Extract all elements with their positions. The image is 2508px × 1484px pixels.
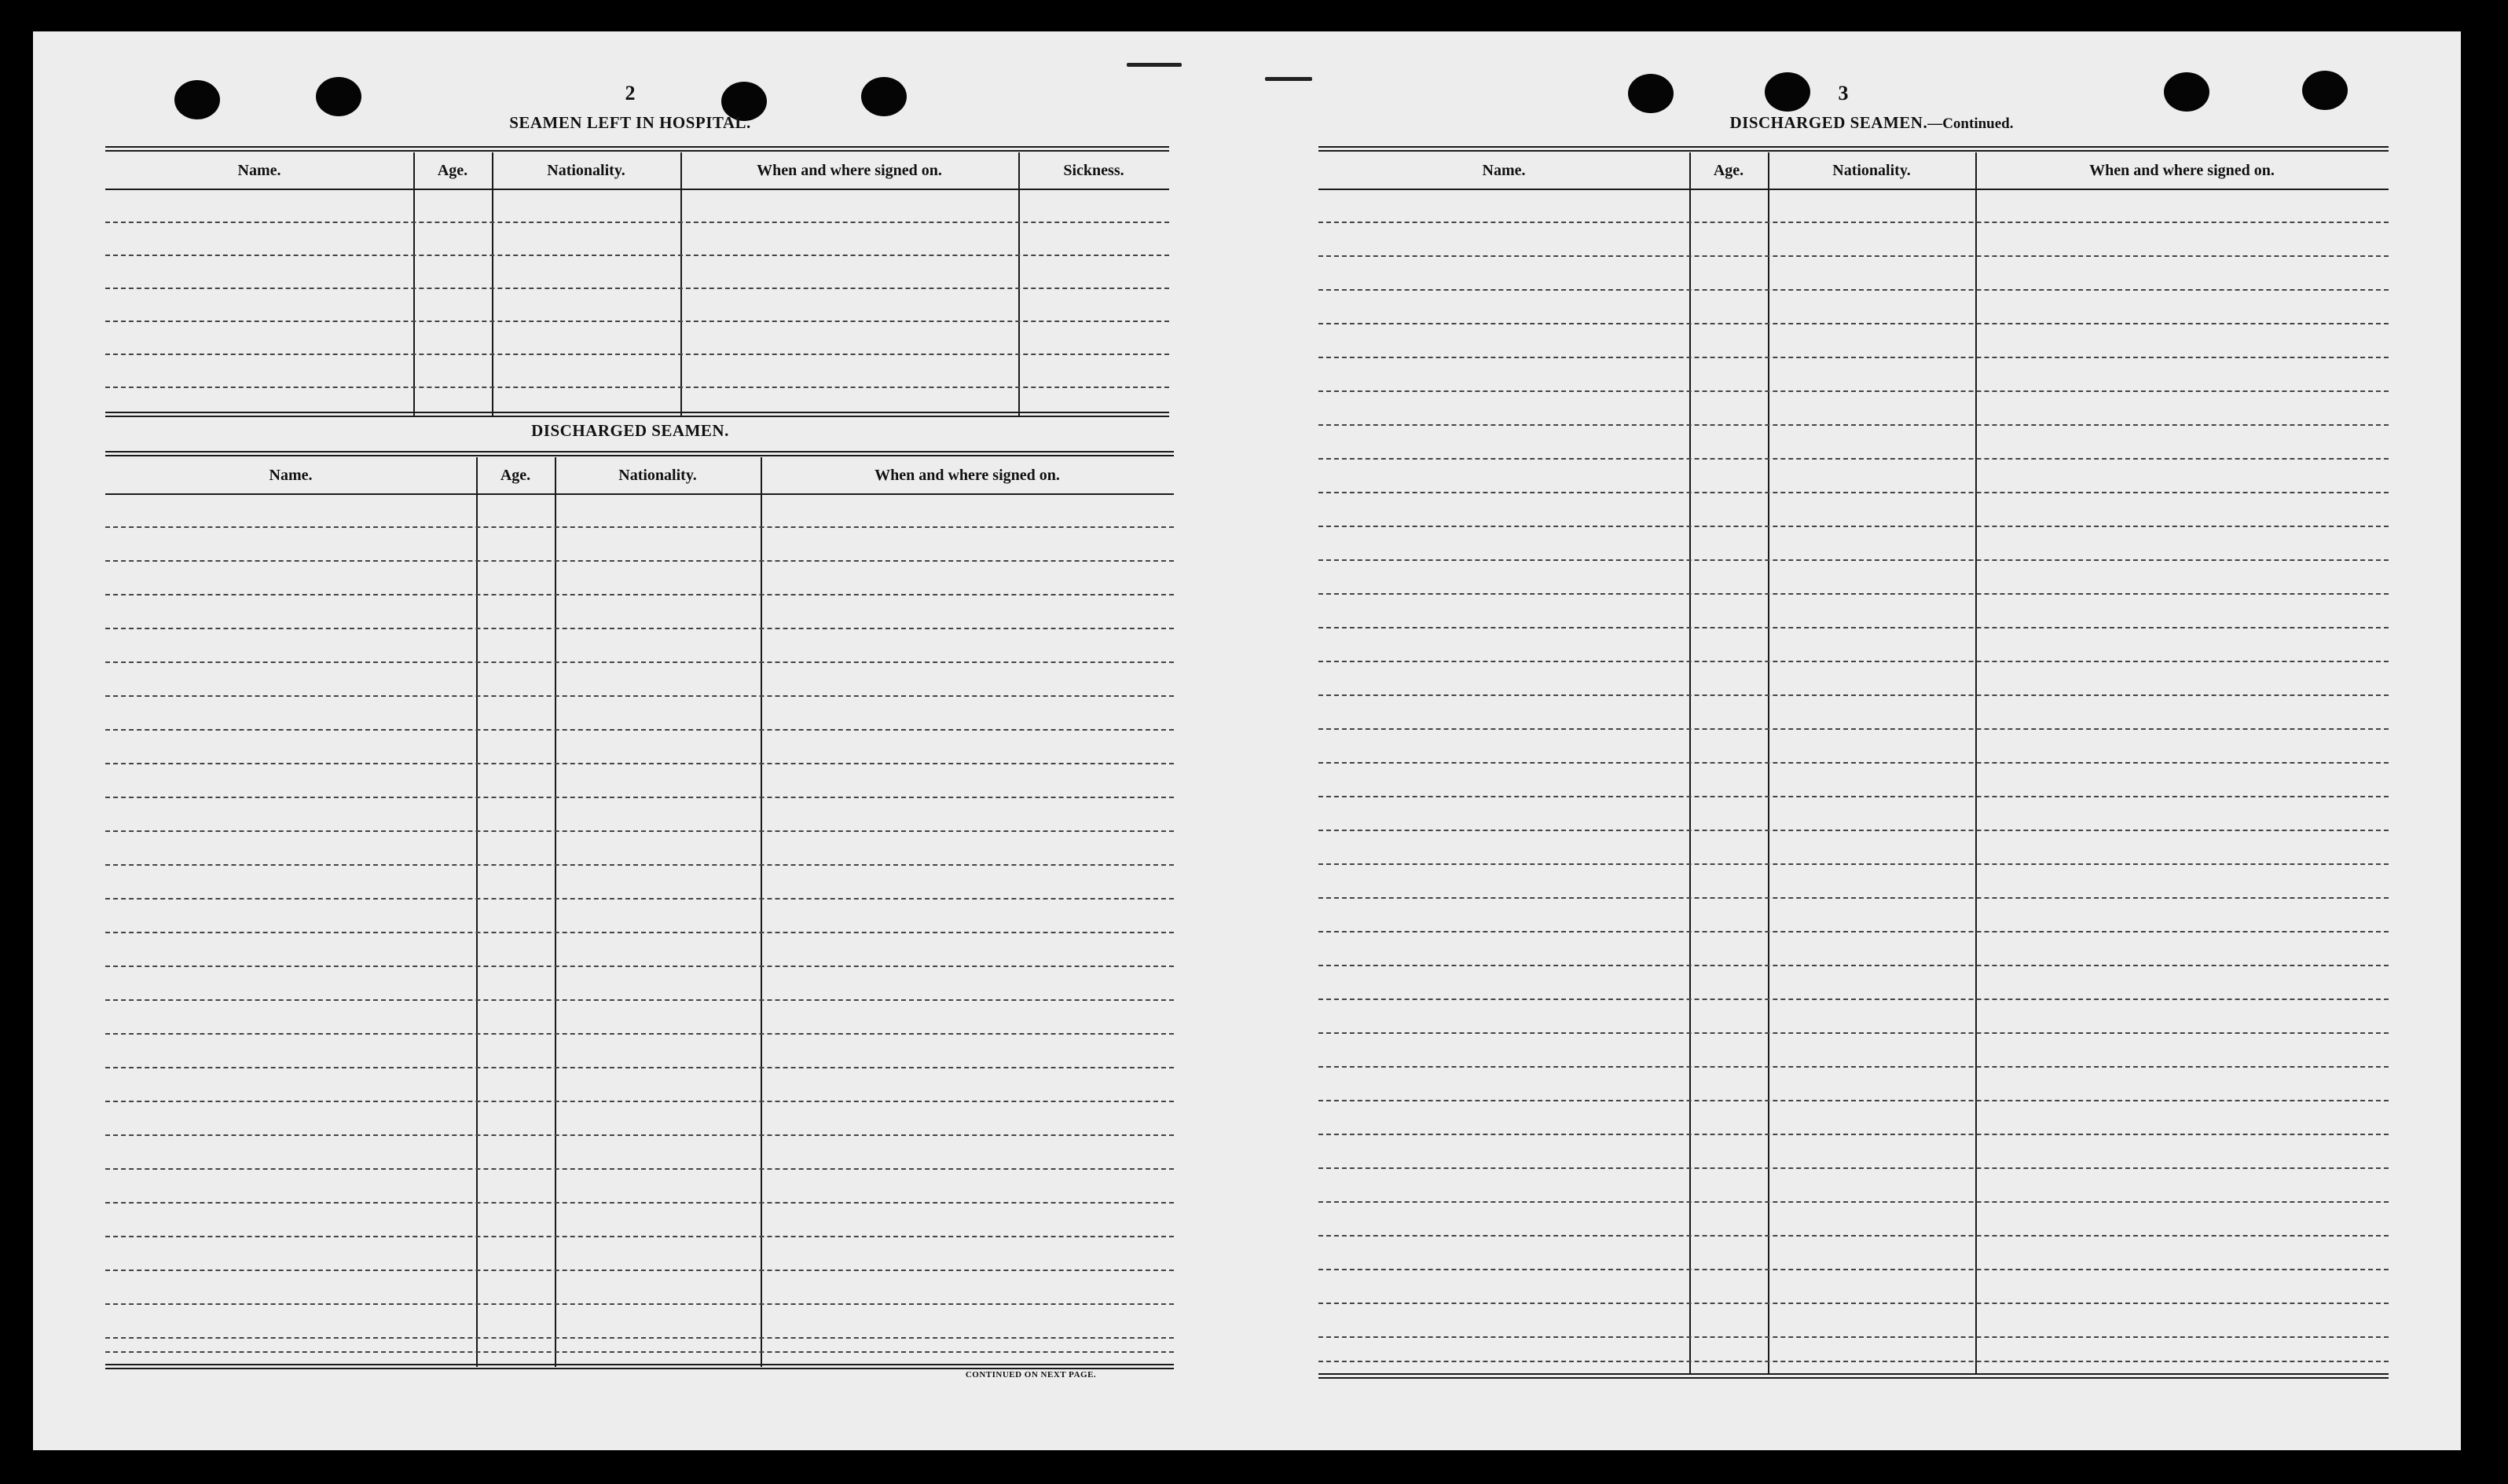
table-row xyxy=(105,729,1174,731)
table-row xyxy=(1318,526,2389,527)
column-header-name: Name. xyxy=(269,467,313,484)
table-row xyxy=(1318,931,2389,933)
table-row xyxy=(1318,965,2389,966)
table-row xyxy=(1318,830,2389,831)
table-row xyxy=(1318,357,2389,358)
column-header-name: Name. xyxy=(237,162,281,179)
table-row xyxy=(105,661,1174,663)
table-row xyxy=(105,966,1174,967)
table-header xyxy=(105,152,1169,190)
table-bottom-rule xyxy=(105,1364,1174,1369)
discharged-table xyxy=(105,451,1174,1402)
column-header-signed-on: When and where signed on. xyxy=(757,162,942,179)
page-number-left: 2 xyxy=(625,82,636,104)
column-divider xyxy=(680,152,682,416)
table-row xyxy=(105,830,1174,832)
column-header-nationality: Nationality. xyxy=(618,467,697,484)
continued-suffix: —Continued. xyxy=(1927,115,2014,132)
column-header-signed-on: When and where signed on. xyxy=(874,467,1060,484)
discharged-section-title: DISCHARGED SEAMEN. xyxy=(531,421,729,440)
table-row xyxy=(1318,255,2389,257)
table-row xyxy=(105,695,1174,697)
column-divider xyxy=(1975,152,1977,1375)
table-row xyxy=(105,526,1174,528)
discharged-continued-title xyxy=(1636,113,2107,133)
table-row xyxy=(105,354,1169,355)
table-row xyxy=(105,797,1174,798)
table-top-rule xyxy=(1318,146,2389,152)
table-row xyxy=(105,387,1169,388)
column-header-age: Age. xyxy=(437,162,468,179)
punch-hole xyxy=(316,77,361,116)
table-row xyxy=(105,1303,1174,1305)
table-header xyxy=(1318,152,2389,190)
table-row xyxy=(105,321,1169,322)
page-number-right: 3 xyxy=(1838,82,1849,104)
table-row xyxy=(1318,1269,2389,1270)
table-row xyxy=(105,999,1174,1001)
column-divider xyxy=(1689,152,1691,1375)
table-row xyxy=(105,594,1174,595)
table-row xyxy=(1318,998,2389,1000)
table-row xyxy=(105,255,1169,256)
punch-hole xyxy=(1628,74,1674,113)
table-row xyxy=(105,288,1169,289)
column-header-name: Name. xyxy=(1482,162,1526,179)
table-row xyxy=(105,1101,1174,1102)
column-header-signed-on: When and where signed on. xyxy=(2089,162,2275,179)
table-row xyxy=(1318,458,2389,460)
column-header-age: Age. xyxy=(1713,162,1744,179)
punch-hole xyxy=(2164,72,2209,112)
table-row xyxy=(1318,1066,2389,1068)
table-row xyxy=(105,1337,1174,1339)
table-row xyxy=(1318,593,2389,595)
table-row xyxy=(1318,424,2389,426)
table-row xyxy=(1318,694,2389,696)
table-row xyxy=(1318,627,2389,628)
column-divider xyxy=(492,152,493,416)
table-row xyxy=(105,932,1174,933)
continued-footnote: CONTINUED ON NEXT PAGE. xyxy=(965,1370,1097,1380)
table-row xyxy=(105,1270,1174,1271)
table-row xyxy=(1318,661,2389,662)
table-row xyxy=(1318,390,2389,392)
punch-hole xyxy=(2302,71,2348,110)
discharged-continued-table xyxy=(1318,146,2389,1406)
table-row xyxy=(1318,222,2389,223)
table-row xyxy=(1318,762,2389,764)
table-row xyxy=(105,898,1174,900)
table-row xyxy=(105,1168,1174,1170)
table-row xyxy=(1318,897,2389,899)
ink-smudge xyxy=(1265,77,1312,81)
table-row xyxy=(105,763,1174,764)
table-bottom-rule xyxy=(1318,1373,2389,1379)
column-divider xyxy=(1018,152,1020,416)
table-row xyxy=(1318,1361,2389,1362)
column-header-sickness: Sickness. xyxy=(1063,162,1124,179)
table-row xyxy=(1318,323,2389,324)
table-header xyxy=(105,457,1174,495)
table-row xyxy=(105,864,1174,866)
table-row xyxy=(105,560,1174,562)
hospital-section-title: SEAMEN LEFT IN HOSPITAL. xyxy=(509,113,751,132)
punch-hole xyxy=(174,80,220,119)
punch-hole xyxy=(861,77,907,116)
table-row xyxy=(105,1033,1174,1035)
table-row xyxy=(1318,1167,2389,1169)
column-header-age: Age. xyxy=(500,467,531,484)
table-row xyxy=(1318,728,2389,730)
table-row xyxy=(1318,289,2389,291)
table-row xyxy=(105,222,1169,223)
ink-smudge xyxy=(1127,63,1182,67)
column-header-nationality: Nationality. xyxy=(547,162,625,179)
table-top-rule xyxy=(105,146,1169,152)
table-row xyxy=(1318,1100,2389,1101)
table-bottom-rule xyxy=(105,412,1169,417)
table-row xyxy=(1318,796,2389,797)
table-row xyxy=(1318,492,2389,493)
table-row xyxy=(105,1134,1174,1136)
table-row xyxy=(105,1351,1174,1353)
column-header-nationality: Nationality. xyxy=(1832,162,1911,179)
table-row xyxy=(105,1067,1174,1068)
column-divider xyxy=(413,152,415,416)
table-row xyxy=(1318,559,2389,561)
table-row xyxy=(1318,1235,2389,1237)
table-row xyxy=(1318,1303,2389,1304)
table-row xyxy=(1318,1134,2389,1135)
punch-hole xyxy=(1765,72,1810,112)
register-sheet xyxy=(33,31,2461,1450)
table-top-rule xyxy=(105,451,1174,456)
table-row xyxy=(1318,1201,2389,1203)
hospital-table xyxy=(105,146,1169,445)
discharged-continued-title-text: DISCHARGED SEAMEN. xyxy=(1729,113,1928,132)
table-row xyxy=(1318,1032,2389,1034)
table-row xyxy=(105,1202,1174,1204)
column-divider xyxy=(1768,152,1769,1375)
table-row xyxy=(105,1236,1174,1237)
table-row xyxy=(1318,863,2389,865)
table-row xyxy=(105,628,1174,629)
table-row xyxy=(1318,1336,2389,1338)
